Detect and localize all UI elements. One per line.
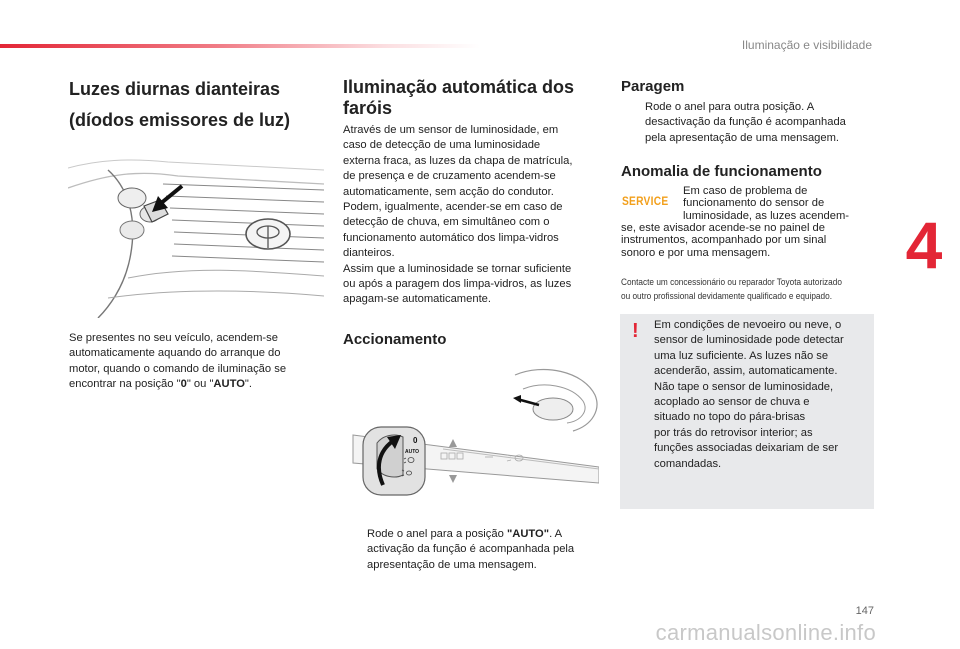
page-number: 147	[855, 605, 874, 617]
illustration-front-grille-drl	[68, 148, 324, 318]
section-title-malfunction: Anomalia de funcionamento	[621, 163, 822, 180]
daytime-lights-text: Se presentes no seu veículo, acendem-se automaticamente aquando do arranque do motor, quando o comando de iluminação se encontrar na posição "0" ou "AUTO".	[69, 332, 287, 391]
activation-step: Rode o anel para a posição "AUTO". A activação da função é acompanhada pela apresentação de uma mensagem.	[367, 528, 575, 571]
warning-exclamation-icon: !	[632, 320, 639, 342]
section-title-activation: Accionamento	[343, 331, 447, 348]
chapter-title: Iluminação e visibilidade	[741, 38, 872, 52]
warning-text: Em condições de nevoeiro ou neve, o sensor de luminosidade pode detectar uma luz suficiente. As luzes não se acenderão, assim, automaticamente. Não tape o sensor de luminosidade, acoplado ao sensor de chuva e situado no topo do pára-brisas por trás do retrovisor interior; as funções associadas deixariam de ser comandadas.	[654, 319, 844, 470]
malfunction-text: se, este avisador acende-se no painel de instrumentos, acompanhado por um sinal sonoro e por uma mensagem.	[621, 222, 827, 259]
section-title-stop: Paragem	[621, 78, 685, 95]
header-accent-bar	[0, 44, 480, 48]
illustration-lighting-stalk	[343, 365, 599, 500]
auto-headlights-text: Através de um sensor de luminosidade, em caso de detecção de uma luminosidade externa fraca, as luzes da chapa de matrícula, de presença e de cruzamento acendem-se automaticamente, sem acção do condutor. Podem, igualmente, acender-se em caso de detecção de chuva, em simultâneo com o funcionamento automático dos limpa-vidros dianteiros. Assim que a luminosidade se tornar suficiente ou após a paragem dos limpa-vidros, as luzes apagam-se automaticamente.	[343, 124, 573, 306]
watermark: carmanualsonline.info	[655, 620, 876, 645]
service-warning-lamp: SERVICE	[622, 194, 669, 208]
stop-step: Rode o anel para outra posição. A desactivação da função é acompanhada pela apresentação de uma mensagem.	[645, 101, 846, 144]
section-title-auto-headlights: Iluminação automática dos faróis	[343, 77, 575, 118]
stalk-label-auto: AUTO	[405, 449, 420, 455]
chapter-number: 4	[905, 208, 943, 282]
stalk-label-0: 0	[413, 436, 418, 445]
dealer-contact-note: Contacte um concessionário ou reparador Toyota autorizado ou outro profissional devidamente qualificado e equipado.	[621, 277, 842, 302]
section-title-daytime-lights: Luzes diurnas dianteiras (díodos emissores de luz)	[69, 79, 291, 130]
malfunction-text-indented: Em caso de problema de funcionamento do sensor de luminosidade, as luzes acendem-	[683, 185, 850, 222]
